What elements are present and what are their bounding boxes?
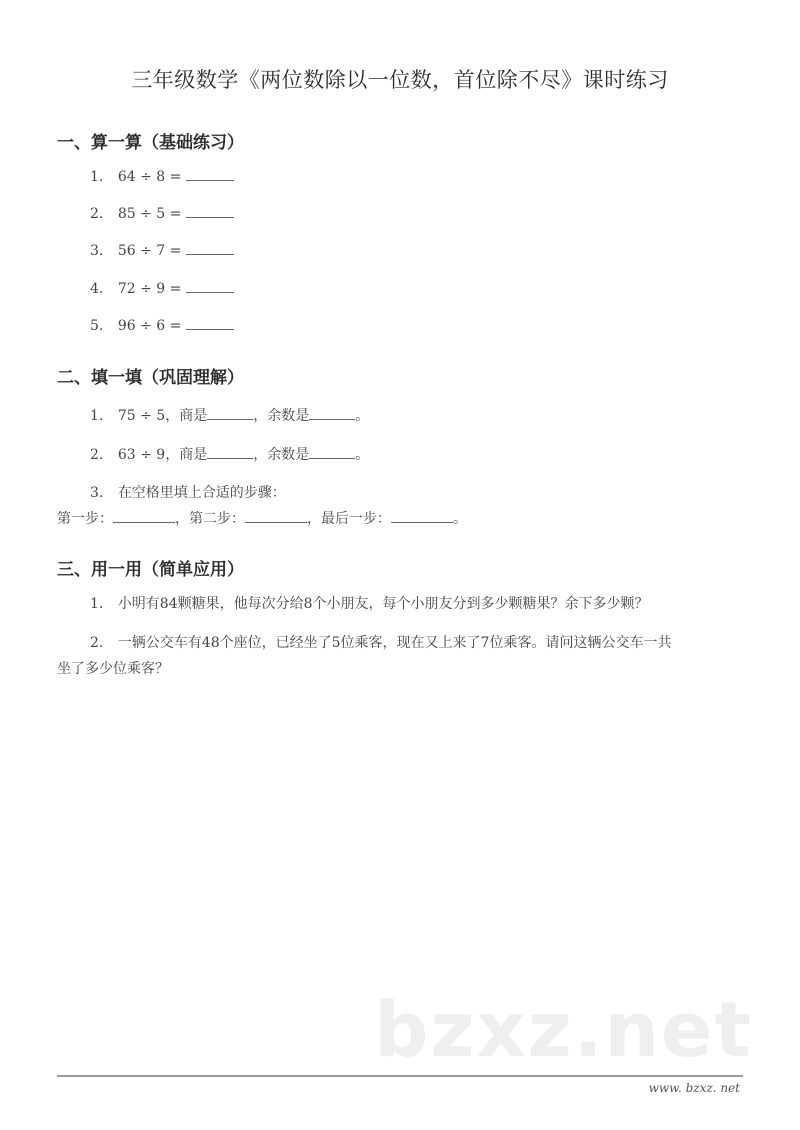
dividend: 75: [117, 408, 136, 424]
item-number: 4.: [90, 281, 104, 297]
divisor: 8: [156, 169, 166, 185]
remainder-label: ，余数是: [253, 447, 310, 463]
dividend: 64: [117, 169, 136, 185]
remainder-label: ，余数是: [253, 408, 310, 424]
quotient-label: ，商是: [165, 408, 208, 424]
quotient-blank[interactable]: [207, 405, 253, 420]
divisor: 5: [156, 408, 166, 424]
equals-sign: =: [169, 243, 182, 259]
watermark: bzxz.net: [374, 985, 753, 1074]
calc-item-5: [90, 315, 234, 334]
fill-item-3-prompt: [90, 482, 286, 502]
equals-sign: =: [169, 206, 182, 222]
period: 。: [355, 447, 370, 463]
divide-sign: ÷: [140, 281, 152, 297]
item-number: 3.: [90, 243, 104, 259]
item-number: 1.: [90, 169, 104, 185]
step2-label: ，第二步：: [175, 511, 245, 527]
word-problem-2-line1: [90, 630, 671, 656]
item-number: 2.: [90, 447, 104, 463]
problem-text: 小明有84颗糖果，他每次分给8个小朋友，每个小朋友分到多少颗糖果？余下多少颗？: [117, 596, 649, 612]
item-number: 2.: [90, 206, 104, 222]
footer-divider: [57, 1075, 743, 1077]
step1-label: 第一步：: [57, 511, 113, 527]
equals-sign: =: [169, 318, 182, 334]
dividend: 96: [117, 318, 136, 334]
answer-blank[interactable]: [186, 240, 234, 255]
answer-blank[interactable]: [186, 203, 234, 218]
dividend: 63: [117, 447, 136, 463]
divide-sign: ÷: [140, 408, 152, 424]
section-heading-1: 一、算一算（基础练习）: [57, 133, 244, 153]
calc-item-2: [90, 203, 234, 222]
divisor: 9: [156, 281, 166, 297]
fill-item-3-steps: [57, 508, 467, 528]
item-number: 3.: [90, 485, 104, 501]
dividend: 72: [117, 281, 136, 297]
calc-item-4: [90, 278, 234, 297]
quotient-label: ，商是: [165, 447, 208, 463]
item-number: 2.: [90, 635, 104, 651]
prompt-text: 在空格里填上合适的步骤：: [117, 485, 286, 501]
divide-sign: ÷: [140, 206, 152, 222]
answer-blank[interactable]: [186, 315, 234, 330]
divide-sign: ÷: [140, 318, 152, 334]
divisor: 9: [156, 447, 166, 463]
period: 。: [355, 408, 370, 424]
calc-item-3: [90, 240, 234, 259]
remainder-blank[interactable]: [309, 405, 355, 420]
divide-sign: ÷: [140, 447, 152, 463]
divisor: 6: [156, 318, 166, 334]
item-number: 1.: [90, 408, 104, 424]
word-problem-2-line2: [57, 656, 169, 682]
dividend: 85: [117, 206, 136, 222]
footer-url: www. bzxz. net: [648, 1081, 740, 1095]
equals-sign: =: [169, 169, 182, 185]
section-heading-2: 二、填一填（巩固理解）: [57, 368, 244, 388]
remainder-blank[interactable]: [309, 444, 355, 459]
period: 。: [453, 511, 467, 527]
step3-label: ，最后一步：: [307, 511, 391, 527]
equals-sign: =: [169, 281, 182, 297]
dividend: 56: [117, 243, 136, 259]
word-problem-1: [90, 591, 649, 617]
step2-blank[interactable]: [245, 508, 307, 523]
quotient-blank[interactable]: [207, 444, 253, 459]
divide-sign: ÷: [140, 169, 152, 185]
divisor: 5: [156, 206, 166, 222]
divisor: 7: [156, 243, 166, 259]
step3-blank[interactable]: [391, 508, 453, 523]
answer-blank[interactable]: [186, 166, 234, 181]
calc-item-1: [90, 166, 234, 185]
fill-item-1: [90, 405, 369, 425]
divide-sign: ÷: [140, 243, 152, 259]
section-heading-3: 三、用一用（简单应用）: [57, 560, 244, 580]
item-number: 5.: [90, 318, 104, 334]
item-number: 1.: [90, 596, 104, 612]
problem-text: 一辆公交车有48个座位，已经坐了5位乘客，现在又上来了7位乘客。请问这辆公交车一共: [117, 635, 672, 651]
page-title: 三年级数学《两位数除以一位数，首位除不尽》课时练习: [131, 68, 669, 92]
step1-blank[interactable]: [113, 508, 175, 523]
answer-blank[interactable]: [186, 278, 234, 293]
fill-item-2: [90, 444, 369, 464]
problem-text-continued: 坐了多少位乘客？: [57, 661, 169, 677]
